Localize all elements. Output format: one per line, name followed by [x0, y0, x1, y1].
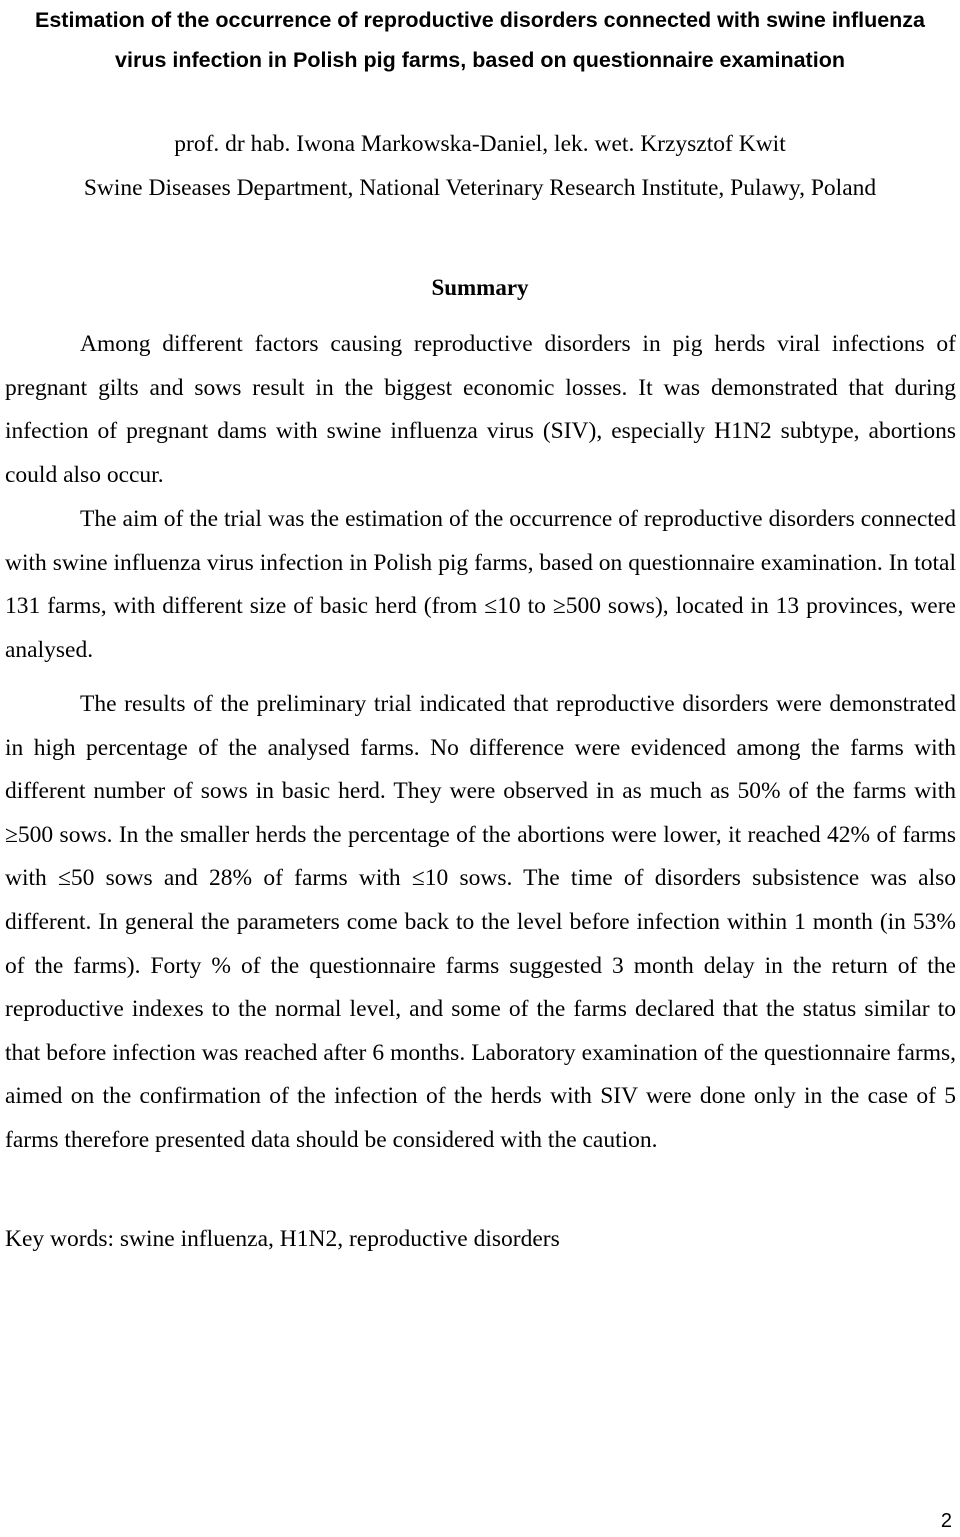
- page-number: 2: [940, 1510, 952, 1532]
- affiliation: Swine Diseases Department, National Veterinary Research Institute, Pulawy, Poland: [83, 175, 877, 201]
- keywords: Key words: swine influenza, H1N2, reproductive disorders: [5, 1226, 560, 1252]
- summary-paragraph-3: The results of the preliminary trial indicated that reproductive disorders were demonstrated in high percentage of the analysed farms. No difference were evidenced among the farms with different number of sows in basic herd. They were observed in as much as 50% of the farms with ≥500 sows. In the smaller herds the percentage of the abortions were lower, it reached 42% of farms with ≤50 sows and 28% of farms with ≤10 sows. The time of disorders subsistence was also different. In general the parameters come back to the level before infection within 1 month (in 53% of the farms). Forty % of the questionnaire farms suggested 3 month delay in the return of the reproductive indexes to the normal level, and some of the farms declared that the status similar to that before infection was reached after 6 months. Laboratory examination of the questionnaire farms, aimed on the confirmation of the infection of the herds with SIV were done only in the case of 5 farms therefore presented data should be considered with the caution.: [5, 691, 956, 1153]
- title-line-1: Estimation of the occurrence of reproductive disorders connected with swine influenza: [34, 8, 926, 32]
- summary-paragraph-1: Among different factors causing reproductive disorders in pig herds viral infections of pregnant gilts and sows result in the biggest economic losses. It was demonstrated that during infection of pregnant dams with swine influenza virus (SIV), especially H1N2 subtype, abortions could also occur.: [5, 331, 956, 488]
- title-line-2: virus infection in Polish pig farms, based on questionnaire examination: [115, 48, 845, 72]
- paper-title: [0, 0, 960, 80]
- summary-heading: Summary: [431, 275, 529, 300]
- authors: prof. dr hab. Iwona Markowska-Daniel, lek. wet. Krzysztof Kwit: [174, 131, 786, 157]
- summary-paragraph-2: The aim of the trial was the estimation of the occurrence of reproductive disorders connected with swine influenza virus infection in Polish pig farms, based on questionnaire examination. In total 131 farms, with different size of basic herd (from ≤10 to ≥500 sows), located in 13 provinces, were analysed.: [5, 506, 956, 663]
